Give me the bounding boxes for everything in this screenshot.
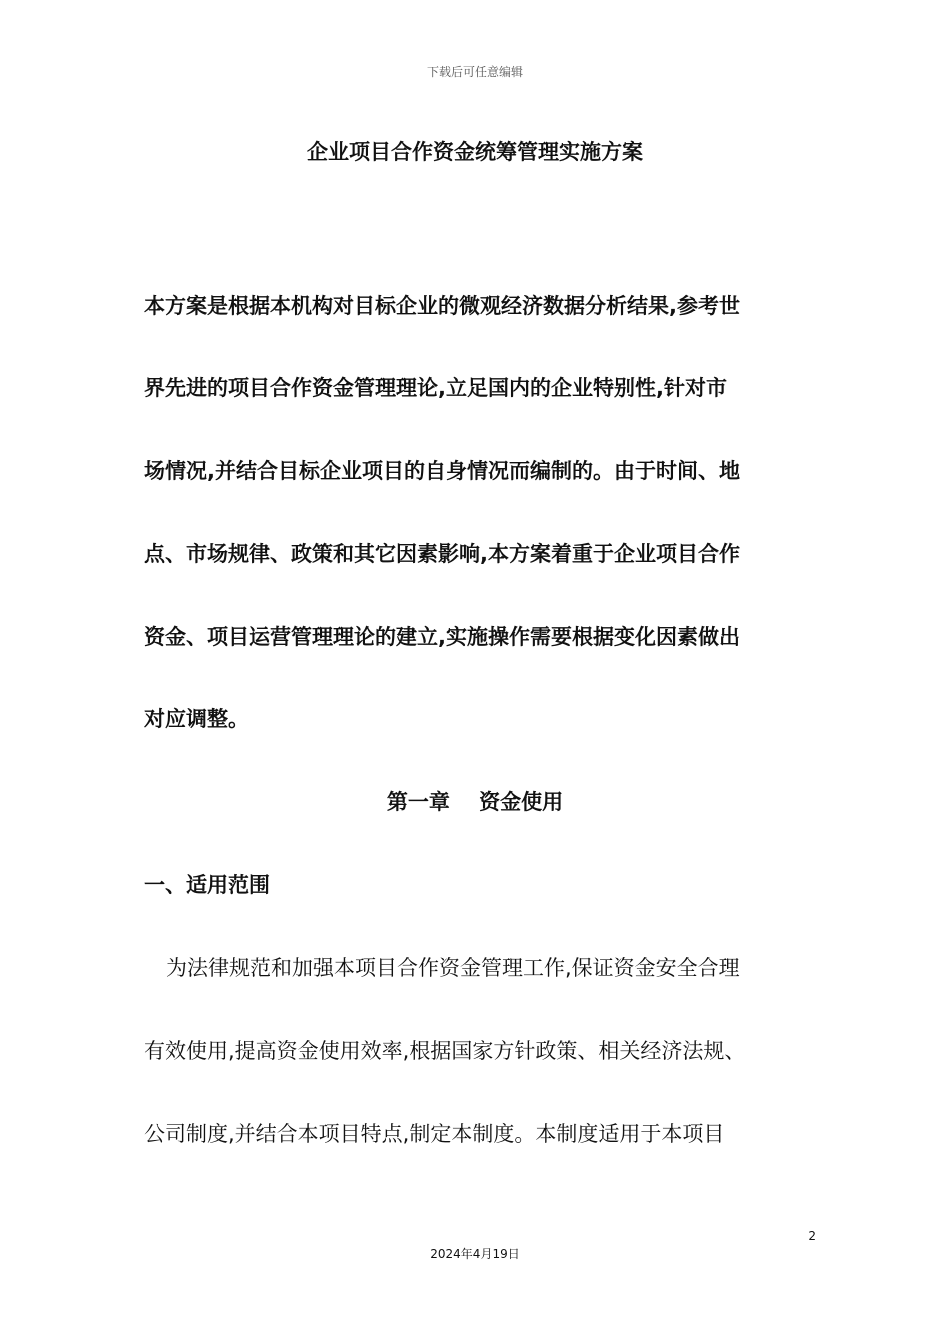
chapter-heading: 第一章 资金使用	[386, 790, 564, 814]
header-note: 下载后可任意编辑	[426, 65, 523, 79]
section-heading: 一、适用范围	[144, 873, 270, 897]
intro-line: 对应调整。	[144, 707, 249, 731]
section-line: 公司制度,并结合本项目特点,制定本制度。本制度适用于本项目	[144, 1122, 725, 1146]
section-line: 为法律规范和加强本项目合作资金管理工作,保证资金安全合理	[166, 956, 740, 980]
intro-line: 界先进的项目合作资金管理理论,立足国内的企业特别性,针对市	[144, 376, 727, 400]
intro-line: 场情况,并结合目标企业项目的自身情况而编制的。由于时间、地	[144, 459, 740, 483]
intro-line: 资金、项目运营管理理论的建立,实施操作需要根据变化因素做出	[144, 625, 740, 649]
intro-line: 点、市场规律、政策和其它因素影响,本方案着重于企业项目合作	[144, 542, 740, 566]
footer-date: 2024年4月19日	[430, 1247, 520, 1261]
intro-line: 本方案是根据本机构对目标企业的微观经济数据分析结果,参考世	[144, 294, 740, 318]
section-line: 有效使用,提高资金使用效率,根据国家方针政策、相关经济法规、	[144, 1039, 746, 1063]
page-number: 2	[808, 1229, 816, 1243]
document-title: 企业项目合作资金统筹管理实施方案	[307, 140, 643, 164]
